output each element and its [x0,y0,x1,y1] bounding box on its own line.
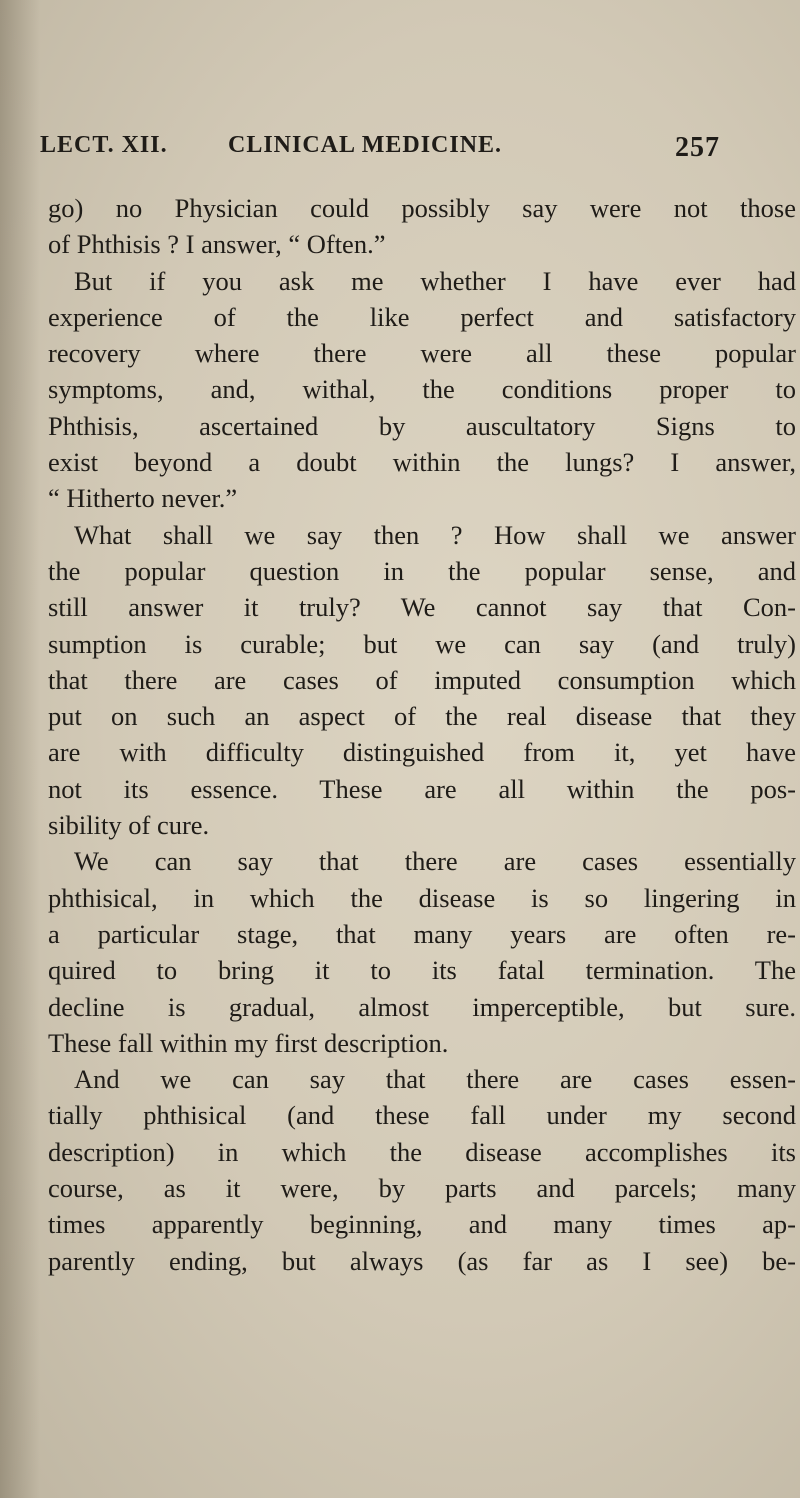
lecture-label: LECT. XII. [40,132,168,158]
body-text [48,190,796,1279]
text-line: Phthisis, ascertained by auscultatory Signs to [48,410,796,441]
text-line: decline is gradual, almost imperceptible, but sure. [48,991,796,1022]
text-line: times apparently beginning, and many times ap- [48,1209,796,1240]
text-line: sibility of cure. [48,810,210,841]
book-title: CLINICAL MEDICINE. [228,132,503,158]
text-line: sumption is curable; but we can say (and truly) [48,628,796,659]
text-line: quired to bring it to its fatal termination. The [48,955,796,986]
text-line: tially phthisical (and these fall under my second [48,1100,796,1131]
text-line: are with difficulty distinguished from it, yet have [48,737,796,768]
text-line: not its essence. These are all within the pos- [48,773,796,804]
text-line: description) in which the disease accomplishes its [48,1136,796,1167]
text-line: that there are cases of imputed consumption which [48,664,796,695]
text-line: the popular question in the popular sense, and [48,555,796,586]
gutter-shadow [0,0,40,1498]
text-line: experience of the like perfect and satisfactory [48,301,796,332]
running-head [40,132,720,164]
text-line: These fall within my first description. [48,1027,449,1058]
text-line: go) no Physician could possibly say were not those [48,193,796,223]
text-line: still answer it truly? We cannot say that Con- [48,592,796,623]
text-line: What shall we say then ? How shall we answer [74,519,796,550]
text-line: exist beyond a doubt within the lungs? I answer, [48,447,796,478]
text-line: put on such an aspect of the real disease that they [48,701,796,732]
page-number: 257 [675,132,720,163]
text-line: We can say that there are cases essentially [74,846,796,877]
text-line: But if you ask me whether I have ever had [74,265,796,296]
text-line: course, as it were, by parts and parcels; many [48,1173,796,1204]
text-line: parently ending, but always (as far as I see) be- [48,1245,796,1276]
text-line: symptoms, and, withal, the conditions proper to [48,374,796,405]
text-line: phthisical, in which the disease is so lingering in [48,882,796,913]
text-line: “ Hitherto never.” [48,483,238,514]
text-line: of Phthisis ? I answer, “ Often.” [48,229,386,260]
text-line: And we can say that there are cases essen- [74,1064,796,1095]
text-line: recovery where there were all these popular [48,338,796,369]
text-line: a particular stage, that many years are often re- [48,918,796,949]
